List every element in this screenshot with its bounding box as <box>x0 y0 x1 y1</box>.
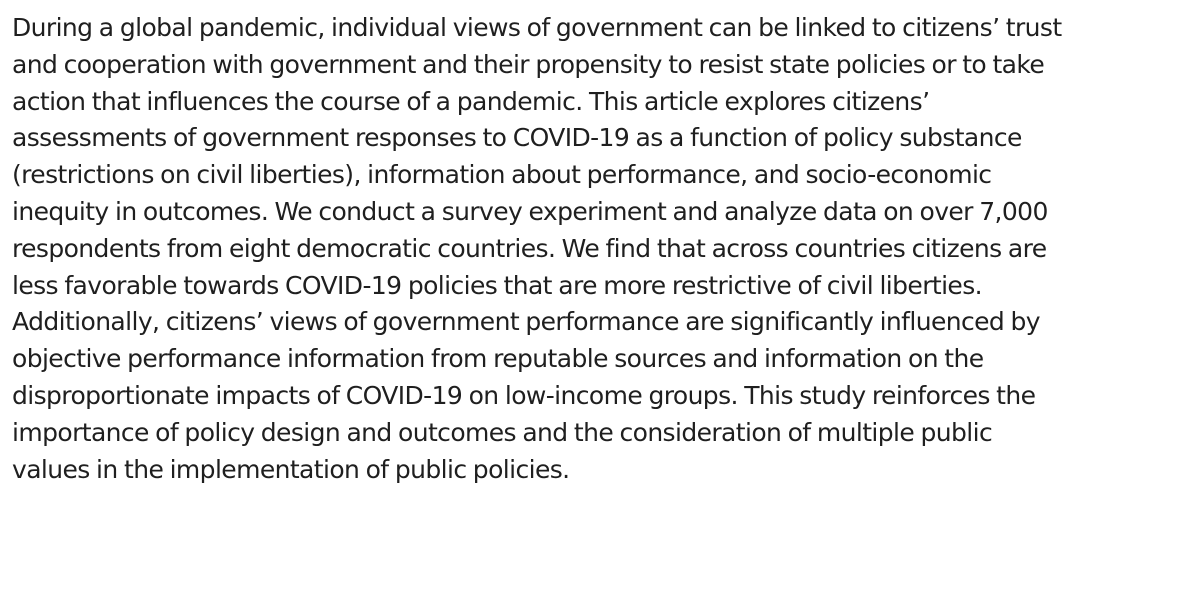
abstract-line: action that influences the course of a pandemic. This article explores citizens’ <box>12 86 930 116</box>
abstract-line: importance of policy design and outcomes and the consideration of multiple public <box>12 417 993 447</box>
abstract-line: values in the implementation of public policies. <box>12 454 570 484</box>
abstract-line: inequity in outcomes. We conduct a survey experiment and analyze data on over 7,000 <box>12 196 1048 226</box>
abstract-line: less favorable towards COVID-19 policies that are more restrictive of civil liberties. <box>12 270 982 300</box>
abstract-paragraph <box>12 10 1192 488</box>
abstract-line: During a global pandemic, individual views of government can be linked to citizens’ trust <box>12 13 1062 42</box>
abstract-line: disproportionate impacts of COVID-19 on low-income groups. This study reinforces the <box>12 380 1036 410</box>
abstract-line: assessments of government responses to COVID-19 as a function of policy substance <box>12 123 1022 153</box>
abstract-line: objective performance information from reputable sources and information on the <box>12 344 984 374</box>
abstract-line: Additionally, citizens’ views of government performance are significantly influenced by <box>12 307 1040 337</box>
abstract-line: respondents from eight democratic countries. We find that across countries citizens are <box>12 233 1047 263</box>
abstract-line: (restrictions on civil liberties), information about performance, and socio-economic <box>12 160 992 190</box>
abstract-line: and cooperation with government and their propensity to resist state policies or to take <box>12 49 1045 79</box>
